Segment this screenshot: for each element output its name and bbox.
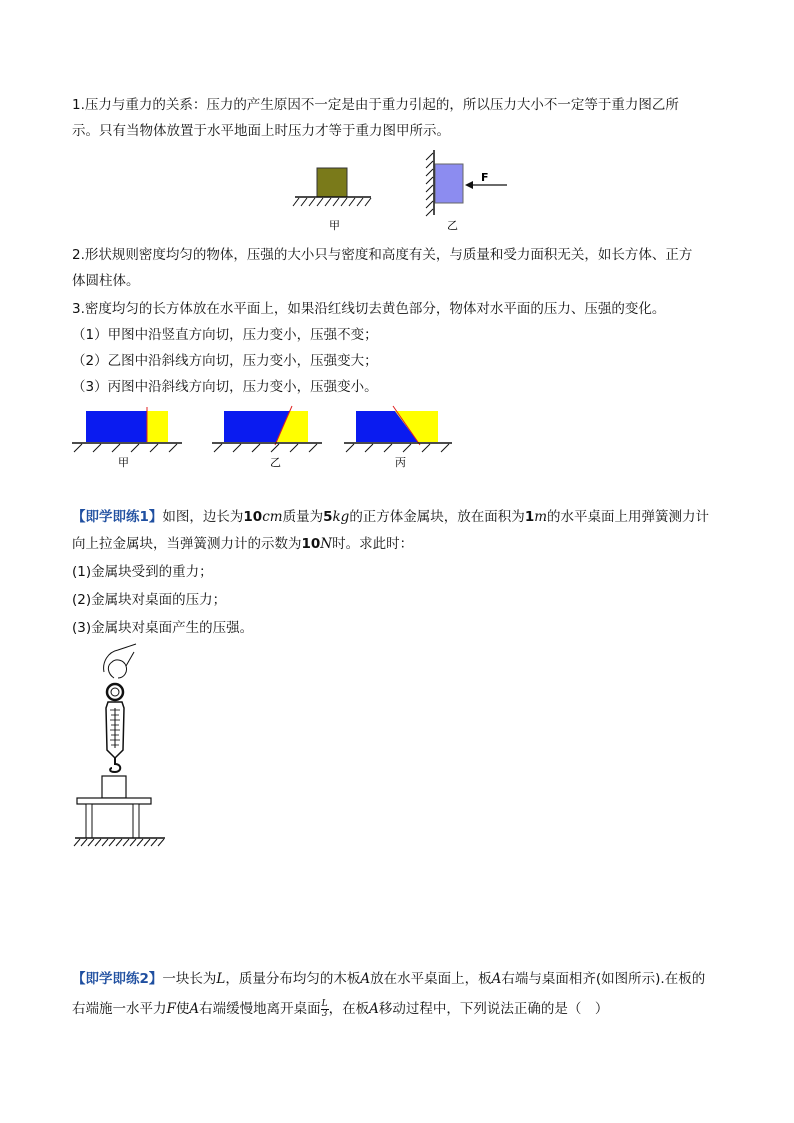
exercise1-q3: (3)金属块对桌面产生的压强。 bbox=[72, 620, 254, 636]
olive-block bbox=[317, 168, 347, 197]
figure1-label-jia: 甲 bbox=[329, 219, 340, 232]
exercise1-line1: 【即学即练1】如图，边长为10cm质量为5kg的正方体金属块，放在面积为1m的水平桌面上用弹簧测力计 bbox=[72, 509, 710, 525]
floor-hatch bbox=[293, 198, 371, 206]
hatch-bing bbox=[346, 444, 449, 452]
hatch-jia bbox=[74, 444, 177, 452]
hatch-yi bbox=[214, 444, 317, 452]
figure1-label-yi: 乙 bbox=[447, 219, 458, 232]
point3-item3: （3）丙图中沿斜线方向切，压力变小，压强变小。 bbox=[72, 379, 378, 395]
table-leg-right bbox=[133, 804, 139, 838]
exercise1-line2: 向上拉金属块，当弹簧测力计的示数为10N时。求此时： bbox=[72, 536, 414, 552]
hand-icon bbox=[104, 644, 136, 678]
force-label: F bbox=[481, 171, 489, 184]
metal-block bbox=[102, 776, 126, 798]
lavender-block bbox=[435, 164, 463, 203]
point3-line1: 3.密度均匀的长方体放在水平面上，如果沿红线切去黄色部分，物体对水平面的压力、压强的变化。 bbox=[72, 301, 666, 317]
exercise1-q2: (2)金属块对桌面的压力； bbox=[72, 592, 227, 608]
table-leg-left bbox=[86, 804, 92, 838]
figure-spring-scale bbox=[70, 640, 170, 855]
table-top bbox=[77, 798, 151, 804]
exercise2-line2: 右端施一水平力F使A右端缓慢地离开桌面 $\frac{L}{3}$ ，在板A移动过程中，下列说法正确的是（ ） bbox=[72, 998, 609, 1019]
point3-item1: （1）甲图中沿竖直方向切，压力变小，压强不变； bbox=[72, 327, 378, 343]
figure-pressure-gravity bbox=[285, 145, 525, 240]
exercise1-q1: (1)金属块受到的重力； bbox=[72, 564, 213, 580]
ground-hatch bbox=[74, 839, 164, 846]
wall-hatch bbox=[426, 153, 433, 216]
point2-line1: 2.形状规则密度均匀的物体，压强的大小只与密度和高度有关，与质量和受力面积无关，如长方体、正方 bbox=[72, 247, 693, 263]
fraction-L-over-3: $\frac{L}{3}$ bbox=[321, 998, 328, 1019]
figure2-label-bing: 丙 bbox=[395, 456, 406, 469]
figure-cutting-blocks bbox=[70, 405, 470, 475]
scale-ring bbox=[107, 684, 123, 700]
exercise2-tag: 【即学即练2】 bbox=[72, 971, 163, 987]
scale-hook bbox=[110, 758, 120, 772]
yellow-part-jia bbox=[147, 411, 168, 442]
exercise2-line1: 【即学即练2】一块长为L，质量分布均匀的木板A放在水平桌面上，板A右端与桌面相齐(如图所示).在板的 bbox=[72, 971, 706, 987]
figure2-label-jia: 甲 bbox=[118, 456, 129, 469]
figure2-label-yi: 乙 bbox=[270, 456, 281, 469]
exercise1-tag: 【即学即练1】 bbox=[72, 509, 163, 525]
blue-block-jia bbox=[86, 411, 147, 442]
point1-line1: 1.压力与重力的关系：压力的产生原因不一定是由于重力引起的，所以压力大小不一定等于重力图乙所 bbox=[72, 97, 679, 113]
point3-item2: （2）乙图中沿斜线方向切，压力变小，压强变大； bbox=[72, 353, 378, 369]
point1-line2: 示。只有当物体放置于水平地面上时压力才等于重力图甲所示。 bbox=[72, 123, 450, 139]
point2-line2: 体圆柱体。 bbox=[72, 273, 140, 289]
arrow-left-icon bbox=[465, 181, 473, 189]
